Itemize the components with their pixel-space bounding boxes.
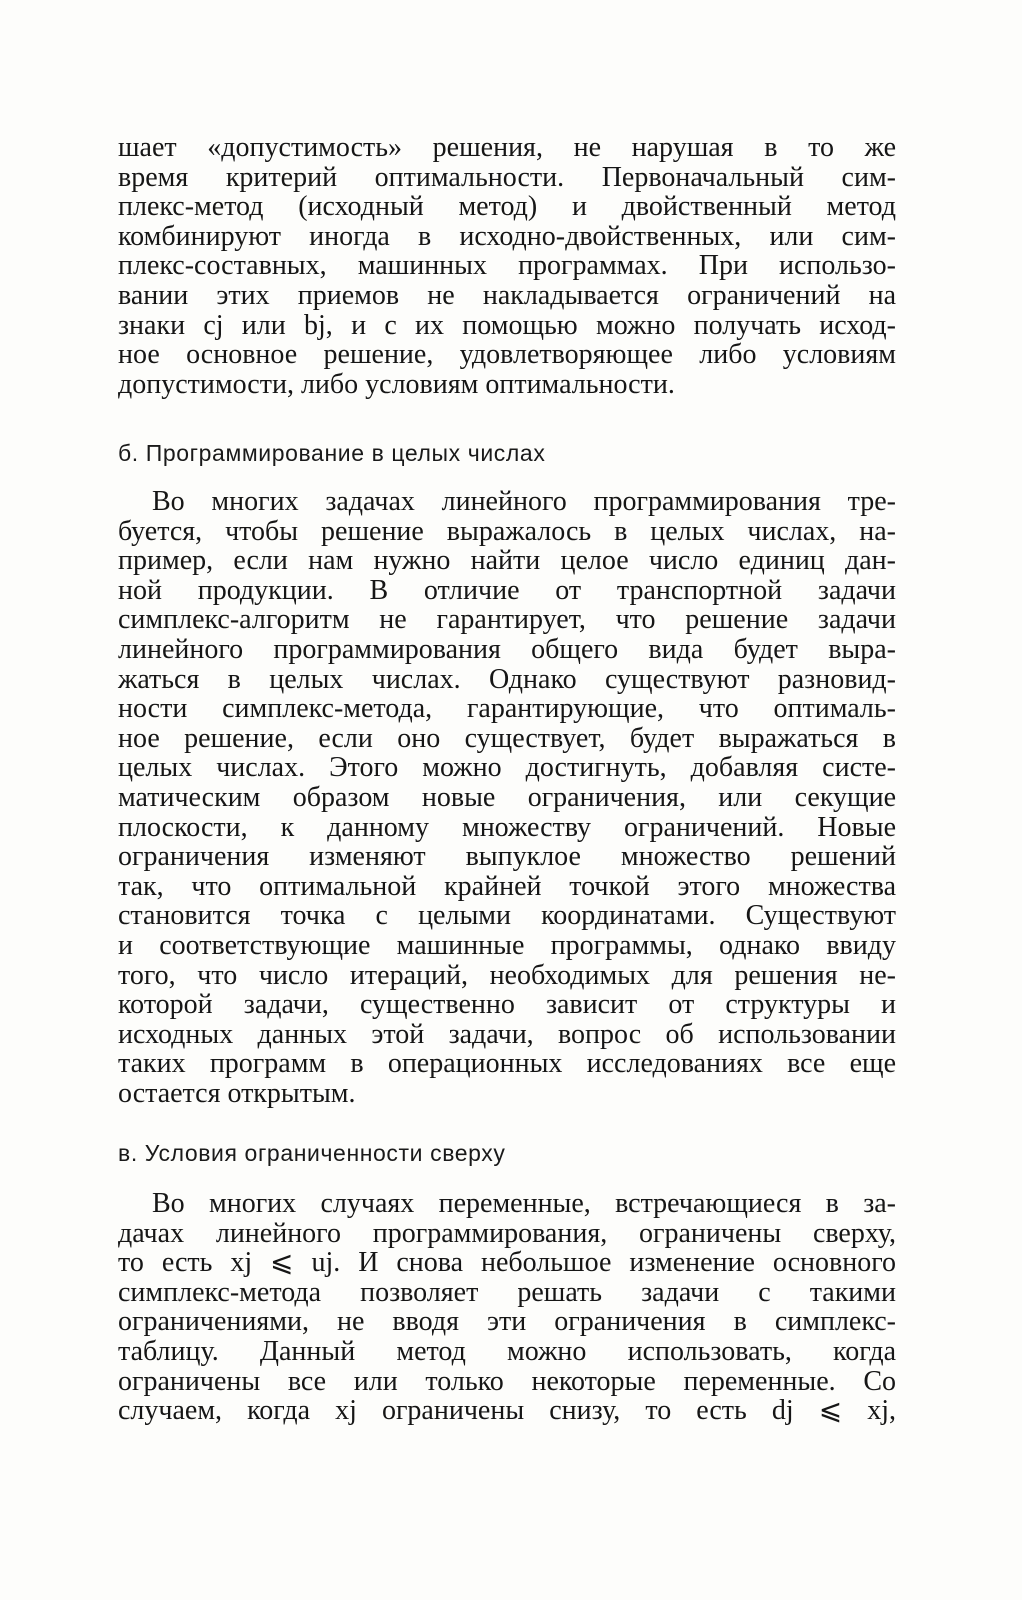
paragraph-integer-programming xyxy=(118,487,896,1108)
text-line: плекс-метод (исходный метод) и двойственный метод xyxy=(118,191,896,223)
text-line: таблицу. Данный метод можно использовать, когда xyxy=(118,1335,896,1367)
text-line: время критерий оптимальности. Первоначальный сим- xyxy=(118,161,896,193)
text-line: которой задачи, существенно зависит от структуры и xyxy=(118,989,896,1021)
paragraph-continuation xyxy=(118,133,896,399)
text-line: ограничениями, не вводя эти ограничения в симплекс- xyxy=(118,1306,896,1338)
text-line: допустимости, либо условиям оптимальности. xyxy=(118,368,675,400)
text-line: то есть xj ⩽ uj. И снова небольшое изменение основного xyxy=(118,1247,896,1279)
text-line: ное основное решение, удовлетворяющее либо условиям xyxy=(118,339,896,371)
text-line: симплекс-метода позволяет решать задачи с такими xyxy=(118,1276,896,1308)
text-line: Во многих случаях переменные, встречающиеся в за- xyxy=(152,1188,896,1219)
section-heading-integer-programming: б. Программирование в целых числах xyxy=(118,440,546,466)
section-heading-upper-bounds: в. Условия ограниченности сверху xyxy=(118,1140,506,1166)
text-line: ограничения изменяют выпуклое множество решений xyxy=(118,841,896,873)
text-line: и соответствующие машинные программы, однако ввиду xyxy=(118,929,896,961)
text-line: ной продукции. В отличие от транспортной задачи xyxy=(118,574,896,606)
text-line: остается открытым. xyxy=(118,1077,356,1109)
text-line: так, что оптимальной крайней точкой этого множества xyxy=(118,870,896,902)
text-line: пример, если нам нужно найти целое число единиц дан- xyxy=(118,545,896,577)
text-line: ности симплекс-метода, гарантирующие, что оптималь- xyxy=(118,693,896,725)
text-line: вании этих приемов не накладывается ограничений на xyxy=(118,279,896,311)
text-line: плекс-составных, машинных программах. При использо- xyxy=(118,250,896,282)
text-line: симплекс-алгоритм не гарантирует, что решение задачи xyxy=(118,604,896,636)
text-line: целых числах. Этого можно достигнуть, добавляя систе- xyxy=(118,752,896,784)
text-line: знаки cj или bj, и с их помощью можно получать исход- xyxy=(118,309,896,341)
text-line: ное решение, если оно существует, будет выражаться в xyxy=(118,722,896,754)
text-line: комбинируют иногда в исходно-двойственных, или сим- xyxy=(118,220,896,252)
text-line: таких программ в операционных исследованиях все еще xyxy=(118,1048,896,1080)
text-line: исходных данных этой задачи, вопрос об использовании xyxy=(118,1018,896,1050)
text-line: Во многих задачах линейного программирования тре- xyxy=(152,486,896,517)
text-line: шает «допустимость» решения, не нарушая в то же xyxy=(118,132,896,163)
paragraph-upper-bounds xyxy=(118,1189,896,1426)
text-line: жаться в целых числах. Однако существуют разновид- xyxy=(118,663,896,695)
text-line: линейного программирования общего вида будет выра- xyxy=(118,633,896,665)
text-line: того, что число итераций, необходимых для решения не- xyxy=(118,959,896,991)
text-line: матическим образом новые ограничения, или секущие xyxy=(118,781,896,813)
text-line: становится точка с целыми координатами. Существуют xyxy=(118,900,896,932)
text-line: буется, чтобы решение выражалось в целых числах, на- xyxy=(118,515,896,547)
text-line: плоскости, к данному множеству ограничений. Новые xyxy=(118,811,896,843)
text-line: случаем, когда xj ограничены снизу, то есть dj ⩽ xj, xyxy=(118,1395,896,1427)
text-line: ограничены все или только некоторые переменные. Со xyxy=(118,1365,896,1397)
text-line: дачах линейного программирования, ограничены сверху, xyxy=(118,1217,896,1249)
